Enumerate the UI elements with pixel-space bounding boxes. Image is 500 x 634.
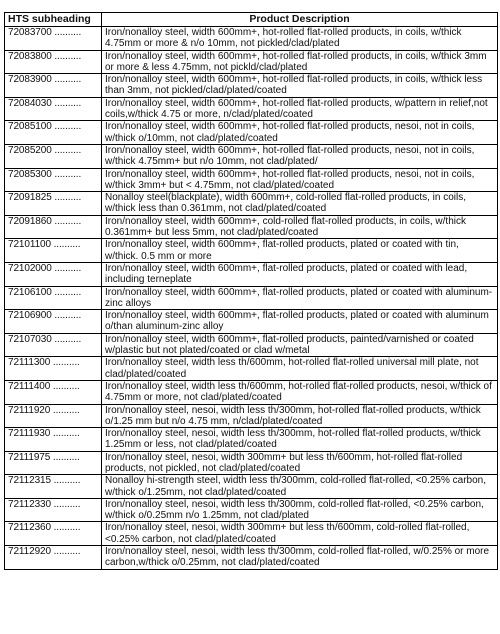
- product-description-cell: Iron/nonalloy steel, width 600mm+, hot-rolled flat-rolled products, in coils, w/thick 3mm or more & less 4.75mm, not pickld/clad/plated: [102, 50, 498, 74]
- product-description-cell: Iron/nonalloy steel, width 600mm+, hot-rolled flat-rolled products, nesoi, not in coils, w/thick 4.75mm+ but n/o 10mm, not clad/plated/: [102, 144, 498, 168]
- product-description-cell: Iron/nonalloy steel, width 600mm+, hot-rolled flat-rolled products, in coils, w/thick 4.75mm or more & n/o 10mm, not pickled/clad/plated: [102, 27, 498, 51]
- product-description-cell: Iron/nonalloy steel, nesoi, width 300mm+ but less th/600mm, hot-rolled flat-rolled products, not pickled, not clad/plated/coated: [102, 451, 498, 475]
- product-description-cell: Iron/nonalloy steel, width 600mm+, flat-rolled products, plated or coated with tin, w/thick. 0.5 mm or more: [102, 239, 498, 263]
- header-hts-subheading: HTS subheading: [5, 13, 102, 27]
- product-description-cell: Iron/nonalloy steel, width less th/600mm, hot-rolled flat-rolled universal mill plate, not clad/plated/coated: [102, 357, 498, 381]
- hts-code-cell: 72102000 ..........: [5, 262, 102, 286]
- table-row: [5, 451, 498, 475]
- table-row: [5, 215, 498, 239]
- hts-code-cell: 72106900 ..........: [5, 310, 102, 334]
- product-description-cell: Iron/nonalloy steel, width less th/600mm, hot-rolled flat-rolled products, nesoi, w/thick of 4.75mm or more, not clad/plated/coated: [102, 380, 498, 404]
- hts-code-cell: 72107030 ..........: [5, 333, 102, 357]
- table-row: [5, 168, 498, 192]
- product-description-cell: Iron/nonalloy steel, width 600mm+, flat-rolled products, plated or coated with aluminum o/than aluminum-zinc alloy: [102, 310, 498, 334]
- hts-code-cell: 72083700 ..........: [5, 27, 102, 51]
- table-row: [5, 286, 498, 310]
- table-body: [5, 27, 498, 570]
- header-product-description: Product Description: [102, 13, 498, 27]
- hts-code-cell: 72085100 ..........: [5, 121, 102, 145]
- hts-table-container: [4, 12, 497, 570]
- table-row: [5, 498, 498, 522]
- table-row: [5, 144, 498, 168]
- hts-code-cell: 72112315 ..........: [5, 475, 102, 499]
- table-header-row: [5, 13, 498, 27]
- table-row: [5, 475, 498, 499]
- table-row: [5, 74, 498, 98]
- product-description-cell: Nonalloy hi-strength steel, width less th/300mm, cold-rolled flat-rolled, <0.25% carbon, w/thick o/1.25mm, not clad/plated/coated: [102, 475, 498, 499]
- table-row: [5, 27, 498, 51]
- hts-code-cell: 72091860 ..........: [5, 215, 102, 239]
- hts-code-cell: 72111400 ..........: [5, 380, 102, 404]
- product-description-cell: Nonalloy steel(blackplate), width 600mm+, cold-rolled flat-rolled products, in coils, w/thick less than 0.361mm, not clad/plated/coated: [102, 192, 498, 216]
- table-row: [5, 97, 498, 121]
- hts-code-cell: 72111920 ..........: [5, 404, 102, 428]
- hts-code-cell: 72091825 ..........: [5, 192, 102, 216]
- hts-code-cell: 72106100 ..........: [5, 286, 102, 310]
- table-row: [5, 333, 498, 357]
- product-description-cell: Iron/nonalloy steel, width 600mm+, hot-rolled flat-rolled products, nesoi, not in coils, w/thick 3mm+ but < 4.75mm, not clad/plated/coated: [102, 168, 498, 192]
- product-description-cell: Iron/nonalloy steel, width 600mm+, flat-rolled products, painted/varnished or coated w/plastic but not plated/coated or clad w/metal: [102, 333, 498, 357]
- hts-code-cell: 72112330 ..........: [5, 498, 102, 522]
- product-description-cell: Iron/nonalloy steel, width 600mm+, hot-rolled flat-rolled products, in coils, w/thick less than 3mm, not pickled/clad/plated/coated: [102, 74, 498, 98]
- hts-code-cell: 72085200 ..........: [5, 144, 102, 168]
- product-description-cell: Iron/nonalloy steel, width 600mm+, cold-rolled flat-rolled products, in coils, w/thick 0.361mm+ but less 5mm, not clad/plated/coated: [102, 215, 498, 239]
- hts-code-cell: 72111300 ..........: [5, 357, 102, 381]
- hts-code-cell: 72083800 ..........: [5, 50, 102, 74]
- table-row: [5, 380, 498, 404]
- table-row: [5, 192, 498, 216]
- product-description-cell: Iron/nonalloy steel, nesoi, width less th/300mm, hot-rolled flat-rolled products, w/thick o/1.25 mm but n/o 4.75 mm, n/clad/plated/coated: [102, 404, 498, 428]
- product-description-cell: Iron/nonalloy steel, nesoi, width less th/300mm, hot-rolled flat-rolled products, w/thick 1.25mm or less, not clad/plated/coated: [102, 428, 498, 452]
- hts-code-cell: 72083900 ..........: [5, 74, 102, 98]
- table-row: [5, 50, 498, 74]
- product-description-cell: Iron/nonalloy steel, nesoi, width 300mm+ but less th/600mm, cold-rolled flat-rolled, <0.25% carbon, not clad/plated/coated: [102, 522, 498, 546]
- table-row: [5, 310, 498, 334]
- product-description-cell: Iron/nonalloy steel, width 600mm+, flat-rolled products, plated or coated with aluminum-zinc alloys: [102, 286, 498, 310]
- product-description-cell: Iron/nonalloy steel, width 600mm+, hot-rolled flat-rolled products, w/pattern in relief,not coils,w/thick 4.75 or more, n/clad/plated/coated: [102, 97, 498, 121]
- table-row: [5, 404, 498, 428]
- table-row: [5, 262, 498, 286]
- hts-product-table: [4, 12, 498, 570]
- hts-code-cell: 72111975 ..........: [5, 451, 102, 475]
- hts-code-cell: 72112360 ..........: [5, 522, 102, 546]
- product-description-cell: Iron/nonalloy steel, nesoi, width less th/300mm, cold-rolled flat-rolled, <0.25% carbon, w/thick o/0.25mm n/o 1.25mm, not clad/plated: [102, 498, 498, 522]
- table-row: [5, 121, 498, 145]
- table-row: [5, 522, 498, 546]
- product-description-cell: Iron/nonalloy steel, nesoi, width less th/300mm, cold-rolled flat-rolled, w/0.25% or more carbon,w/thick o/0.25mm, not clad/plated/coated: [102, 546, 498, 570]
- hts-code-cell: 72112920 ..........: [5, 546, 102, 570]
- table-row: [5, 546, 498, 570]
- table-row: [5, 428, 498, 452]
- hts-code-cell: 72084030 ..........: [5, 97, 102, 121]
- hts-code-cell: 72085300 ..........: [5, 168, 102, 192]
- hts-code-cell: 72111930 ..........: [5, 428, 102, 452]
- table-row: [5, 239, 498, 263]
- table-row: [5, 357, 498, 381]
- product-description-cell: Iron/nonalloy steel, width 600mm+, hot-rolled flat-rolled products, nesoi, not in coils, w/thick o/10mm, not clad/plated/coated: [102, 121, 498, 145]
- product-description-cell: Iron/nonalloy steel, width 600mm+, flat-rolled products, plated or coated with lead, including terneplate: [102, 262, 498, 286]
- hts-code-cell: 72101100 ..........: [5, 239, 102, 263]
